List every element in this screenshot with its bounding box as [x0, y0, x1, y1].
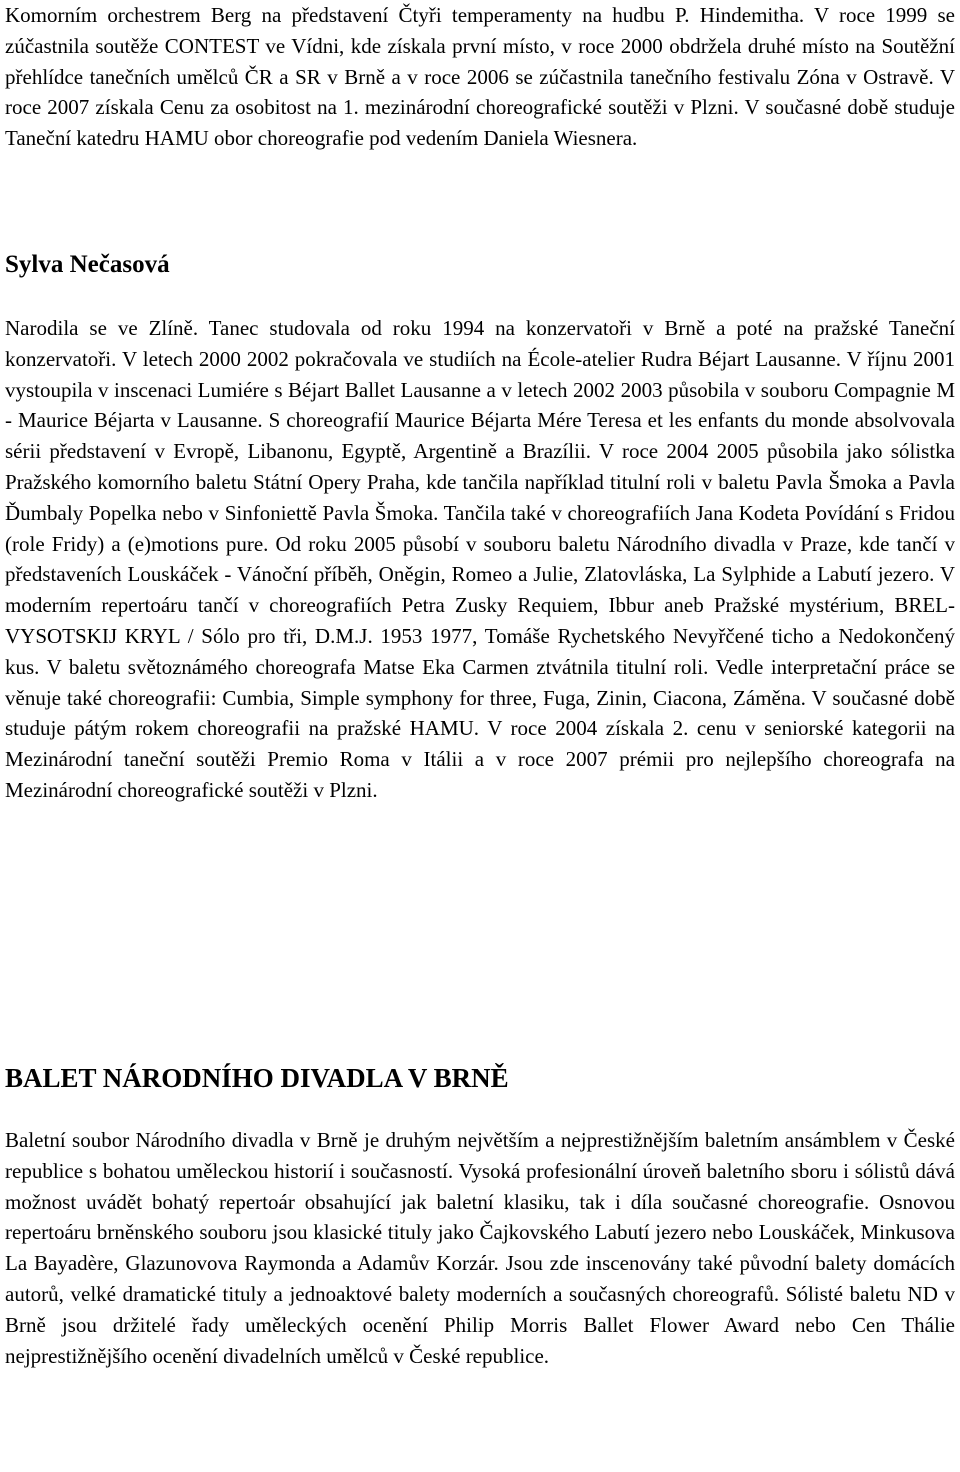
necasova-paragraph: Narodila se ve Zlíně. Tanec studovala od roku 1994 na konzervatoři v Brně a poté na pražské Taneční konzervatoři. V letech 2000 2002 pokračovala ve studiích na École-atelier Rudra Béjart Lausanne. V říjnu 2001 vystoupila v inscenaci Lumiére s Béjart Ballet Lausanne a v letech 2002 2003 působila v souboru Compagnie M - Maurice Béjarta v Lausanne. S choreografií Maurice Béjarta Mére Teresa et les enfants du monde absolvovala sérii představení v Evropě, Libanonu, Egyptě, Argentině a Brazílii. V roce 2004 2005 působila jako sólistka Pražského komorního baletu Státní Opery Praha, kde tančila například titulní roli v baletu Pavla Šmoka a Pavla Ďumbaly Popelka nebo v Sinfoniettě Pavla Šmoka. Tančila také v choreografiích Jana Kodeta Povídání s Fridou (role Fridy) a (e)motions pure. Od roku 2005 působí v souboru baletu Národního divadla v Praze, kde tančí v představeních Louskáček - Vánoční příběh, Oněgin, Romeo a Julie, Zlatovláska, La Sylphide a Labutí jezero. V moderním repertoáru tančí v choreografiích Petra Zusky Requiem, Ibbur aneb Pražské mystérium, BREL-VYSOTSKIJ KRYL / Sólo pro tři, D.M.J. 1953 1977, Tomáše Rychetského Nevyřčené ticho a Nedokončený kus. V baletu světoznámého choreografa Matse Eka Carmen ztvátnila titulní roli. Vedle interpretační práce se věnuje také choreografii: Cumbia, Simple symphony for three, Fuga, Zinin, Ciacona, Záměna. V současné době studuje pátým rokem choreografii na pražské HAMU. V roce 2004 získala 2. cenu v seniorské kategorii na Mezinárodní taneční soutěži Premio Roma v Itálii a v roce 2007 prémii pro nejlepšího choreografa na Mezinárodní choreografické soutěži v Plzni. — [5, 316, 955, 802]
section-heading-necasova: Sylva Nečasová — [5, 251, 170, 278]
balet-section — [5, 1125, 955, 1371]
intro-section — [5, 0, 955, 154]
intro-paragraph: Komorním orchestrem Berg na představení Čtyři temperamenty na hudbu P. Hindemitha. V roce 1999 se zúčastnila soutěže CONTEST ve Vídni, kde získala první místo, v roce 2000 obdržela druhé místo na Soutěžní přehlídce tanečních umělců ČR a SR v Brně a v roce 2006 se zúčastnila tanečního festivalu Zóna v Ostravě. V roce 2007 získala Cenu za osobitost na 1. mezinárodní choreografické soutěži v Plzni. V současné době studuje Taneční katedru HAMU obor choreografie pod vedením Daniela Wiesnera. — [5, 3, 955, 151]
balet-paragraph: Baletní soubor Národního divadla v Brně je druhým největším a nejprestižnějším baletním ansámblem v České republice s bohatou uměleckou historií i současností. Vysoká profesionální úroveň baletního sboru i sólistů dává možnost uvádět bohatý repertoár obsahující jak baletní klasiku, tak i díla současné choreografie. Osnovou repertoáru brněnského souboru jsou klasické tituly jako Čajkovského Labutí jezero nebo Louskáček, Minkusova La Bayadère, Glazunovova Raymonda a Adamův Korzár. Jsou zde inscenovány také původní balety domácích autorů, velké dramatické tituly a jednoaktové balety moderních a současných choreografů. Sólisté baletu ND v Brně jsou držitelé řady uměleckých ocenění Philip Morris Ballet Flower Award nebo Cen Thálie nejprestižnějšího ocenění divadelních umělců v České republice. — [5, 1128, 955, 1368]
section-heading-balet: BALET NÁRODNÍHO DIVADLA V BRNĚ — [5, 1063, 509, 1093]
necasova-section — [5, 313, 955, 806]
